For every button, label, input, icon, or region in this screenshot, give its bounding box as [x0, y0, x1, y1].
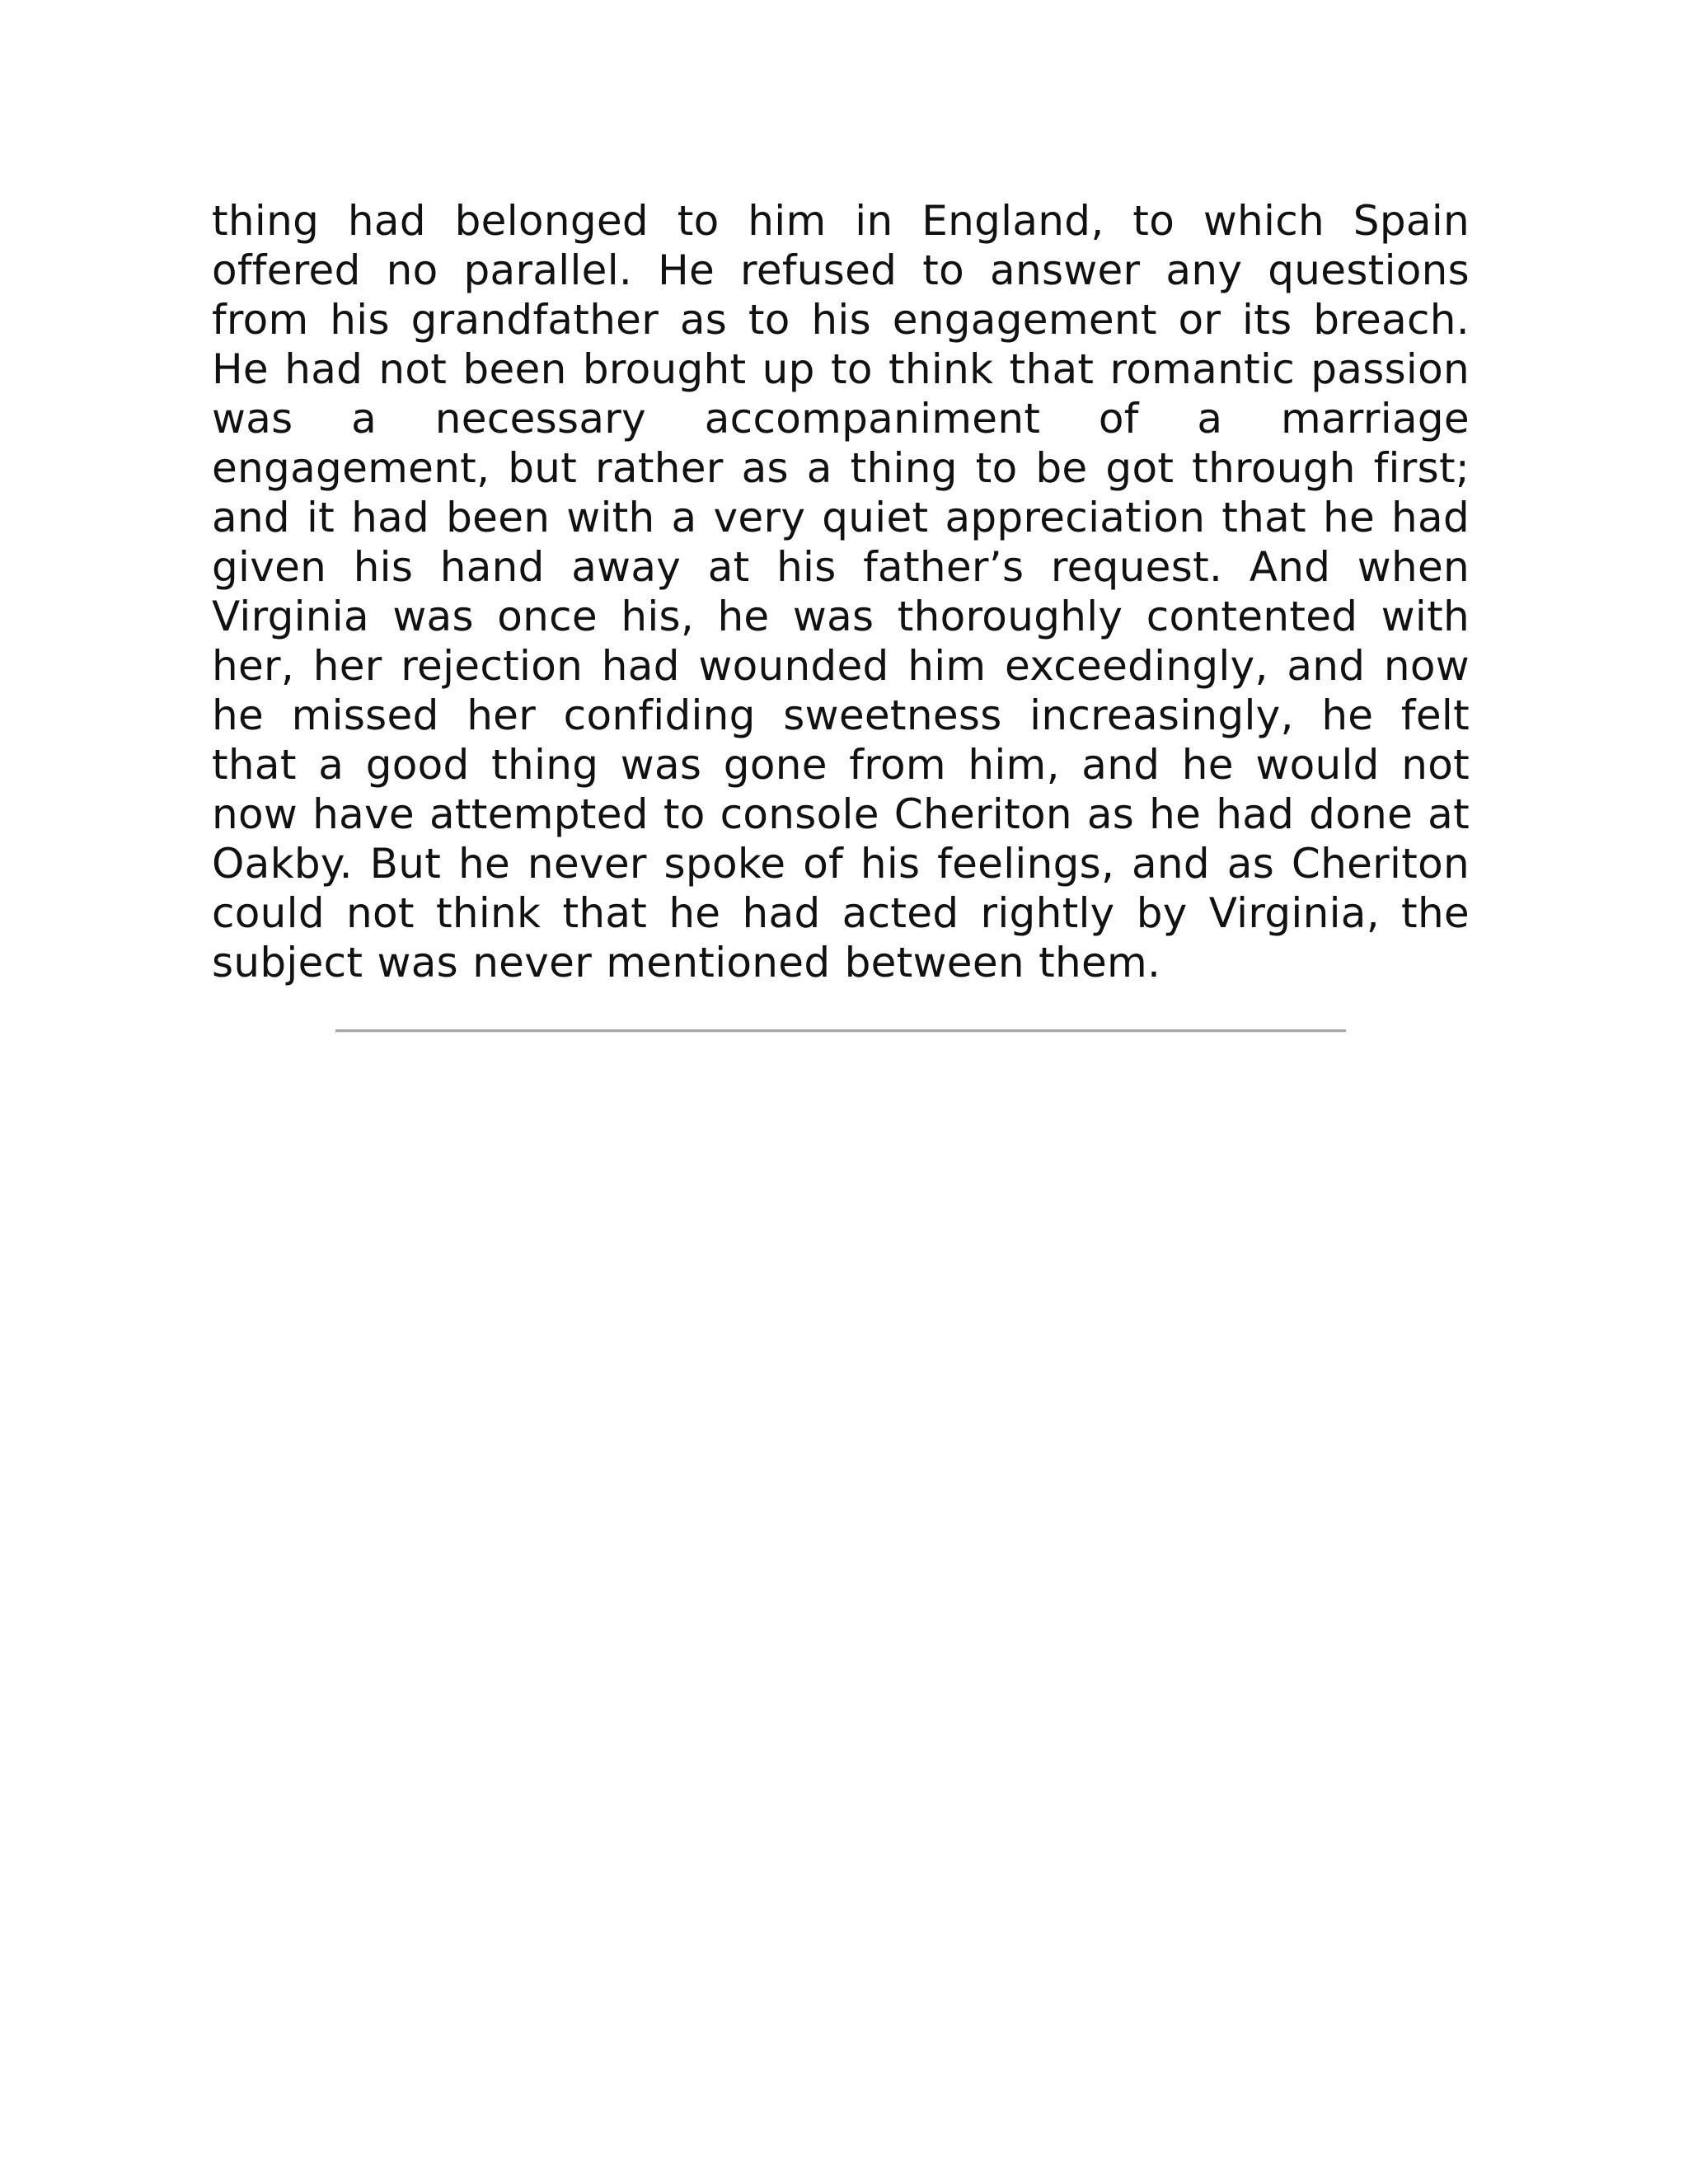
body-paragraph: thing had belonged to him in England, to which Spain offered no parallel. He refused to answer any questions from his grandfather as to his engagement or its breach. He had not been brought up to think that romantic passion was a necessary accompaniment of a marriage engagement, but rather as a thing to be got through first; and it had been with a very quiet appreciation that he had given his hand away at his father’s request. And when Virginia was once his, he was thoroughly contented with her, her rejection had wounded him exceedingly, and now he missed her confiding sweetness increasingly, he felt that a good thing was gone from him, and he would not now have attempted to console Cheriton as he had done at Oakby. But he never spoke of his feelings, and as Cheriton could not think that he had acted rightly by Virginia, the subject was never mentioned between them. [212, 197, 1470, 987]
horizontal-rule [335, 1029, 1346, 1033]
